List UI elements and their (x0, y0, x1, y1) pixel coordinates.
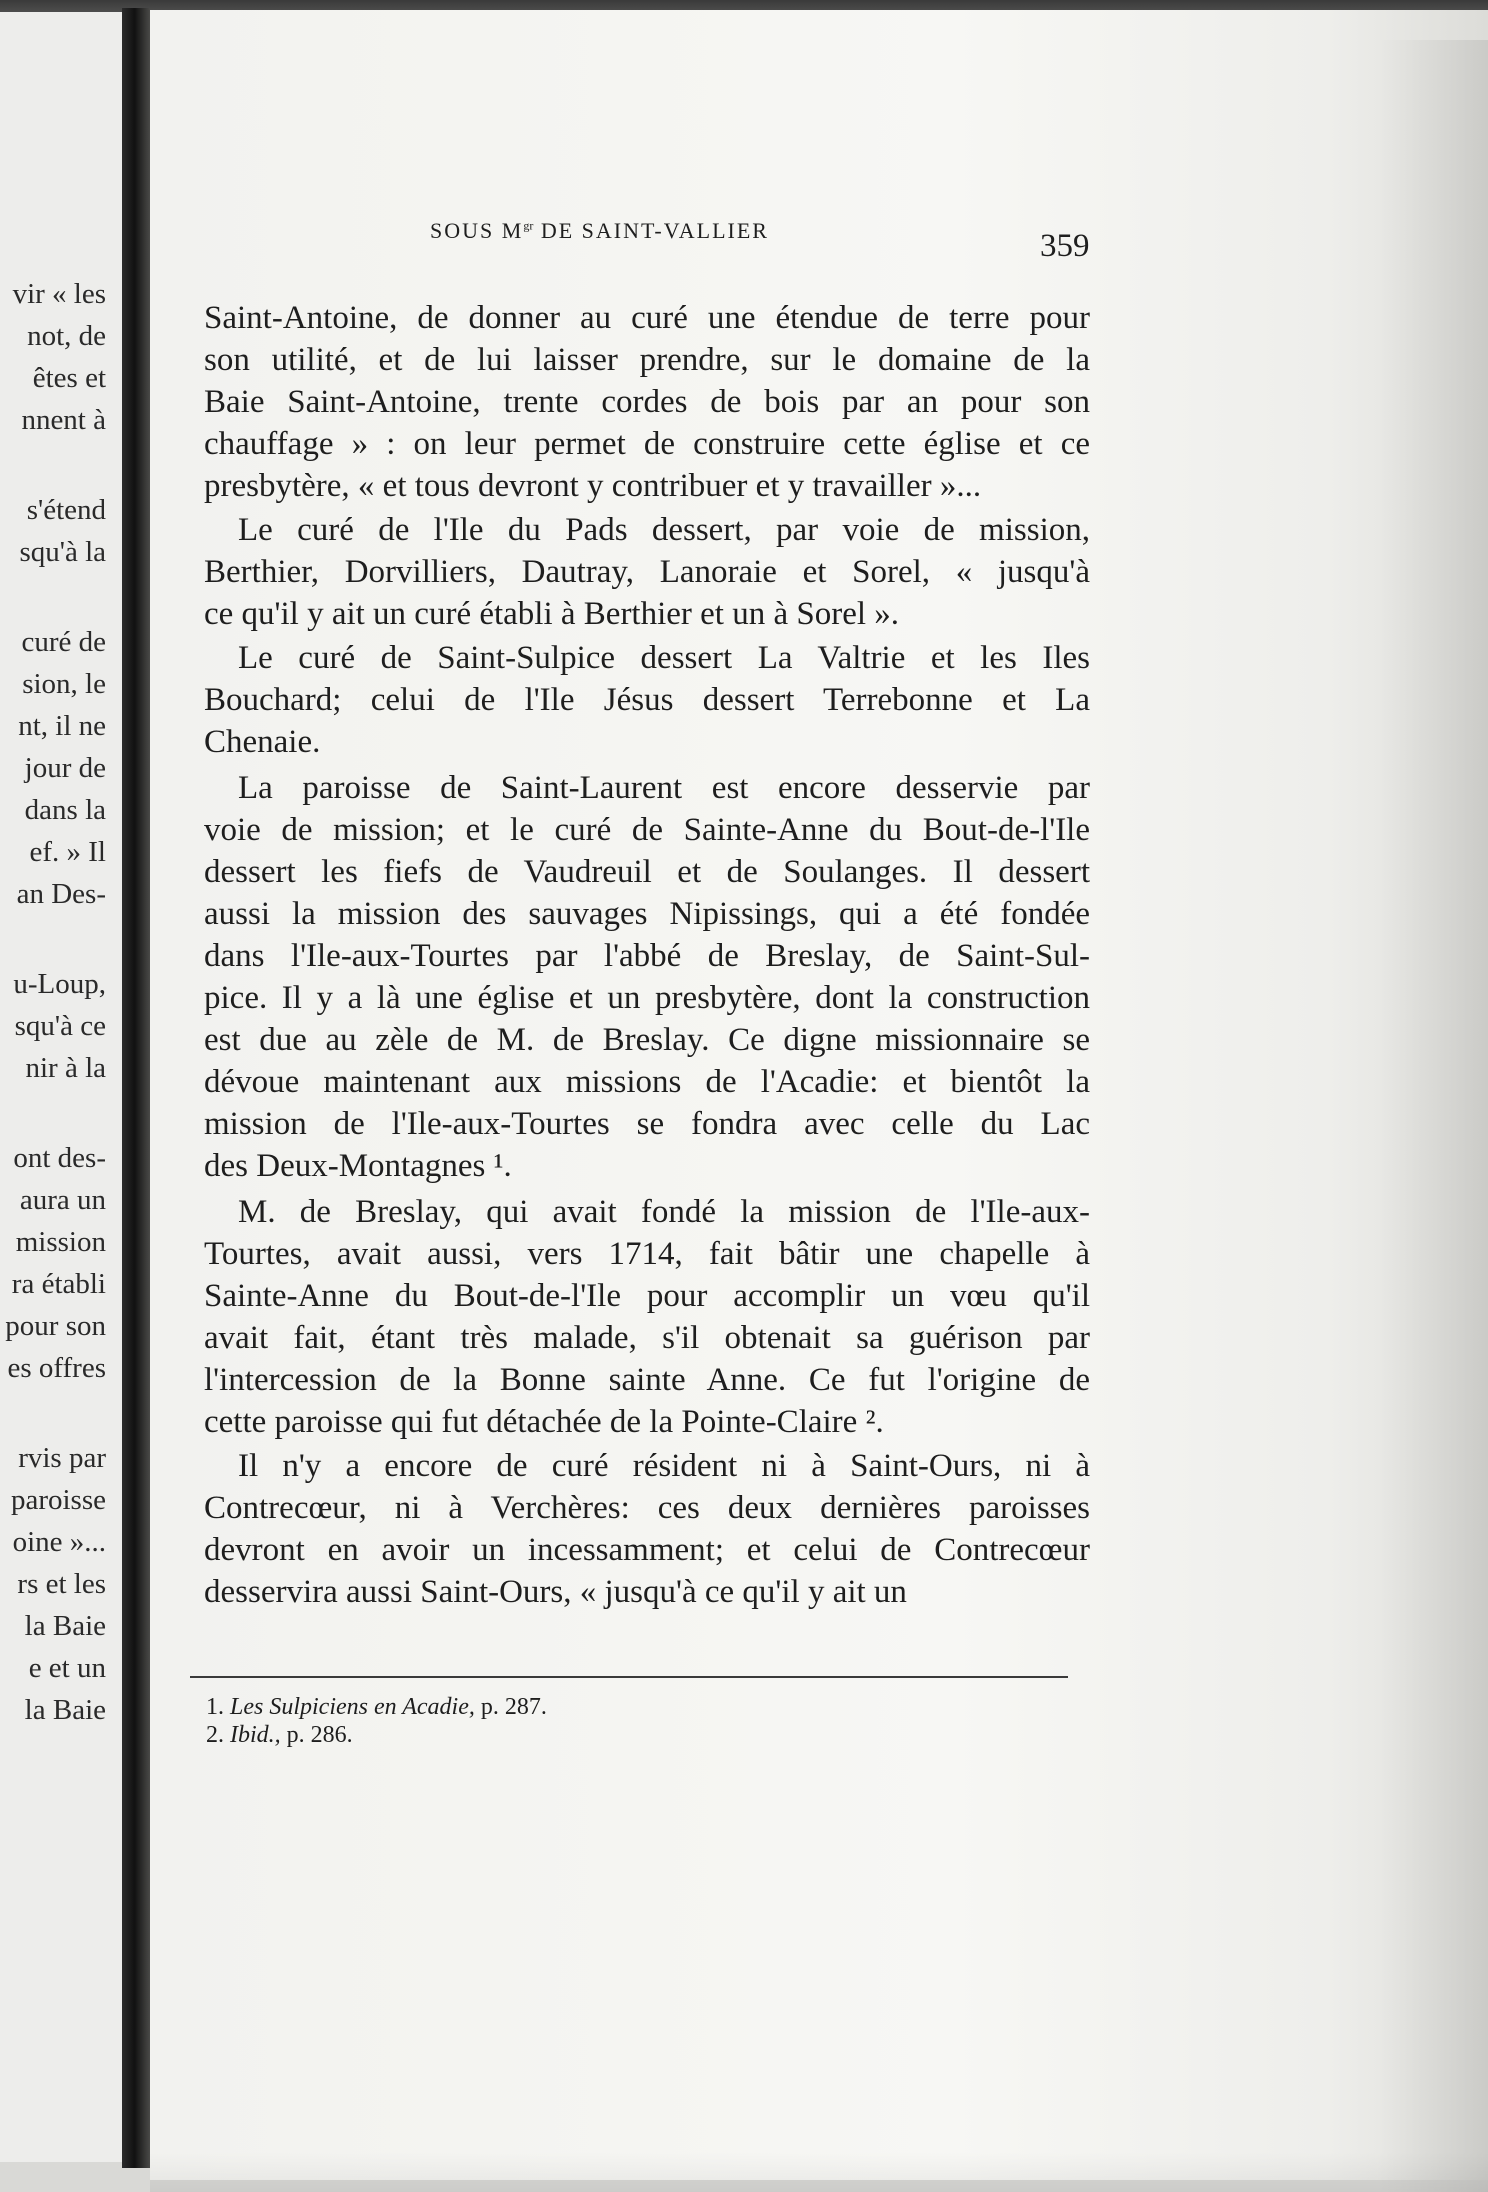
facing-page-line: squ'à ce (14, 1010, 106, 1042)
text-line: pice. Il y a là une église et un presbytère, dont la construction (204, 980, 1090, 1016)
text-line: avait fait, étant très malade, s'il obtenait sa guérison par (204, 1320, 1090, 1356)
footnote-rule (190, 1676, 1068, 1678)
facing-page-line: ont des- (13, 1142, 106, 1174)
facing-page-line: nnent à (21, 404, 106, 436)
footnote-number: 1. (206, 1694, 224, 1720)
running-head-rest: DE SAINT-VALLIER (533, 218, 769, 243)
footnote-rest: p. 287. (474, 1694, 547, 1720)
facing-page-fragment (0, 12, 140, 2162)
running-head (430, 218, 769, 244)
text-line: Berthier, Dorvilliers, Dautray, Lanoraie et Sorel, « jusqu'à (204, 554, 1090, 590)
facing-page-line: mission (15, 1226, 106, 1258)
text-line: chauffage » : on leur permet de construire cette église et ce (204, 426, 1090, 462)
facing-page-line: an Des- (16, 878, 106, 910)
text-line: La paroisse de Saint-Laurent est encore desservie par (238, 770, 1090, 806)
footnote-1 (206, 1694, 547, 1721)
facing-page-line: not, de (27, 320, 106, 352)
text-line: dans l'Ile-aux-Tourtes par l'abbé de Breslay, de Saint-Sul- (204, 938, 1090, 974)
facing-page-line: ra établi (11, 1268, 106, 1300)
facing-page-line: jour de (24, 752, 106, 784)
facing-page-line: êtes et (32, 362, 106, 394)
text-line: Baie Saint-Antoine, trente cordes de bois par an pour son (204, 384, 1090, 420)
facing-page-line: rvis par (18, 1442, 106, 1474)
page-number: 359 (1040, 228, 1090, 264)
facing-page-line: pour son (5, 1310, 106, 1342)
facing-page-line: sion, le (22, 668, 106, 700)
book-spine (122, 8, 150, 2168)
text-line: est due au zèle de M. de Breslay. Ce digne missionnaire se (204, 1022, 1090, 1058)
text-line: devront en avoir un incessamment; et celui de Contrecœur (204, 1532, 1090, 1568)
facing-page-line: vir « les (12, 278, 106, 310)
running-head-superscript: gr (523, 218, 534, 233)
text-line: des Deux-Montagnes ¹. (204, 1148, 512, 1184)
page-edge-shadow (1378, 40, 1488, 2192)
facing-page-line: la Baie (24, 1610, 106, 1642)
facing-page-line: oine »... (12, 1526, 106, 1558)
facing-page-line: u-Loup, (13, 968, 106, 1000)
facing-page-line: curé de (21, 626, 106, 658)
text-line: l'intercession de la Bonne sainte Anne. Ce fut l'origine de (204, 1362, 1090, 1398)
footnote-title: Ibid., (230, 1722, 281, 1748)
text-line: Sainte-Anne du Bout-de-l'Ile pour accomplir un vœu qu'il (204, 1278, 1090, 1314)
text-line: voie de mission; et le curé de Sainte-Anne du Bout-de-l'Ile (204, 812, 1090, 848)
facing-page-line: ef. » Il (29, 836, 106, 868)
facing-page-line: paroisse (10, 1484, 106, 1516)
text-line: Chenaie. (204, 724, 321, 760)
page-bottom-shade (150, 2152, 1488, 2192)
text-line: Il n'y a encore de curé résident ni à Saint-Ours, ni à (238, 1448, 1090, 1484)
facing-page-line: e et un (28, 1652, 106, 1684)
text-line: Bouchard; celui de l'Ile Jésus dessert Terrebonne et La (204, 682, 1090, 718)
text-line: mission de l'Ile-aux-Tourtes se fondra avec celle du Lac (204, 1106, 1090, 1142)
text-line: cette paroisse qui fut détachée de la Pointe-Claire ². (204, 1404, 884, 1440)
footnote-rest: p. 286. (280, 1722, 353, 1748)
text-line: son utilité, et de lui laisser prendre, sur le domaine de la (204, 342, 1090, 378)
text-line: desservira aussi Saint-Ours, « jusqu'à ce qu'il y ait un (204, 1574, 907, 1610)
footnote-title: Les Sulpiciens en Acadie, (230, 1694, 475, 1720)
text-line: aussi la mission des sauvages Nipissings, qui a été fondée (204, 896, 1090, 932)
running-head-main: SOUS M (430, 218, 524, 243)
text-line: dessert les fiefs de Vaudreuil et de Soulanges. Il dessert (204, 854, 1090, 890)
text-line: Le curé de l'Ile du Pads dessert, par voie de mission, (238, 512, 1090, 548)
text-line: dévoue maintenant aux missions de l'Acadie: et bientôt la (204, 1064, 1090, 1100)
facing-page-line: squ'à la (19, 536, 106, 568)
facing-page-line: aura un (19, 1184, 106, 1216)
footnote-2 (206, 1722, 353, 1749)
facing-page-line: rs et les (17, 1568, 106, 1600)
text-line: Le curé de Saint-Sulpice dessert La Valtrie et les Iles (238, 640, 1090, 676)
text-line: Tourtes, avait aussi, vers 1714, fait bâtir une chapelle à (204, 1236, 1090, 1272)
facing-page-line: dans la (24, 794, 106, 826)
text-line: ce qu'il y ait un curé établi à Berthier et un à Sorel ». (204, 596, 900, 632)
text-line: presbytère, « et tous devront y contribuer et y travailler »... (204, 468, 982, 504)
facing-page-line: nir à la (25, 1052, 106, 1084)
facing-page-line: es offres (7, 1352, 106, 1384)
facing-page-line: nt, il ne (18, 710, 106, 742)
text-line: Saint-Antoine, de donner au curé une étendue de terre pour (204, 300, 1090, 336)
facing-page-line: s'étend (26, 494, 106, 526)
text-line: Contrecœur, ni à Verchères: ces deux dernières paroisses (204, 1490, 1090, 1526)
footnote-number: 2. (206, 1722, 224, 1748)
facing-page-line: la Baie (24, 1694, 106, 1726)
text-line: M. de Breslay, qui avait fondé la mission de l'Ile-aux- (238, 1194, 1090, 1230)
